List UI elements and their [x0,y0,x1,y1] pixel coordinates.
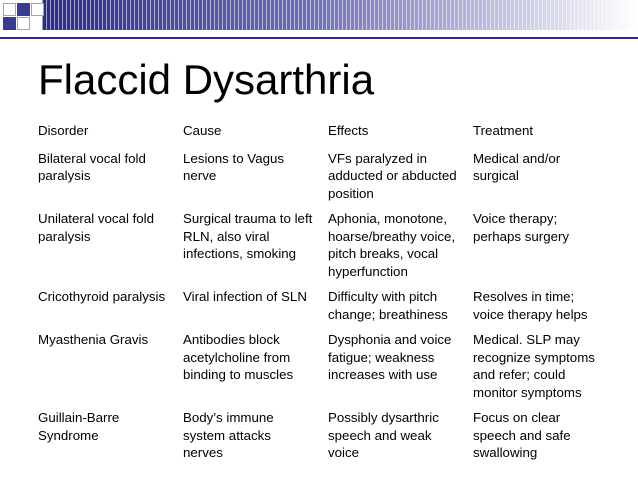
table-cell: Voice therapy; perhaps surgery [473,211,570,244]
table-cell: Bilateral vocal fold paralysis [38,150,146,183]
table-row [30,327,612,405]
banner-rule [0,37,638,39]
table-cell: Difficulty with pitch change; breathiness [328,289,448,322]
banner-square-decoration [31,3,44,16]
table-row [30,206,612,284]
table-cell: VFs paralyzed in adducted or abducted position [328,150,457,201]
slide-banner [0,0,638,40]
table-cell: Focus on clear speech and safe swallowing [473,410,571,460]
header-cell: Effects [328,123,369,138]
banner-gradient [42,0,638,30]
table-header-row [30,118,612,146]
table-row [30,405,612,466]
banner-square-decoration [17,17,30,30]
header-cell: Disorder [38,123,89,138]
disorders-table [30,118,612,466]
table-cell: Surgical trauma to left RLN, also viral infections, smoking [183,211,313,261]
table-row [30,146,612,207]
table-cell: Viral infection of SLN [183,289,307,304]
table-cell: Lesions to Vagus nerve [183,150,285,183]
banner-square-decoration [3,3,16,16]
table-cell: Guillain-Barre Syndrome [38,410,120,443]
table-cell: Possibly dysarthric speech and weak voice [328,410,439,460]
table-cell: Dysphonia and voice fatigue; weakness increases with use [328,332,452,382]
table-cell: Medical. SLP may recognize symptoms and refer; could monitor symptoms [473,332,595,400]
table-row [30,284,612,327]
table-cell: Unilateral vocal fold paralysis [38,211,155,244]
table-cell: Antibodies block acetylcholine from binding to muscles [183,332,294,382]
table-cell: Aphonia, monotone, hoarse/breathy voice, pitch breaks, vocal hyperfunction [328,211,456,279]
header-cell: Treatment [473,123,534,138]
header-cell: Cause [183,123,222,138]
table-cell: Medical and/or surgical [473,150,561,183]
table-cell: Body’s immune system attacks nerves [183,410,274,460]
banner-square-decoration [17,3,30,16]
table-cell: Cricothyroid paralysis [38,289,166,304]
table-cell: Resolves in time; voice therapy helps [473,289,588,322]
banner-square-decoration [3,17,16,30]
table-cell: Myasthenia Gravis [38,332,149,347]
slide-title: Flaccid Dysarthria [38,56,375,103]
